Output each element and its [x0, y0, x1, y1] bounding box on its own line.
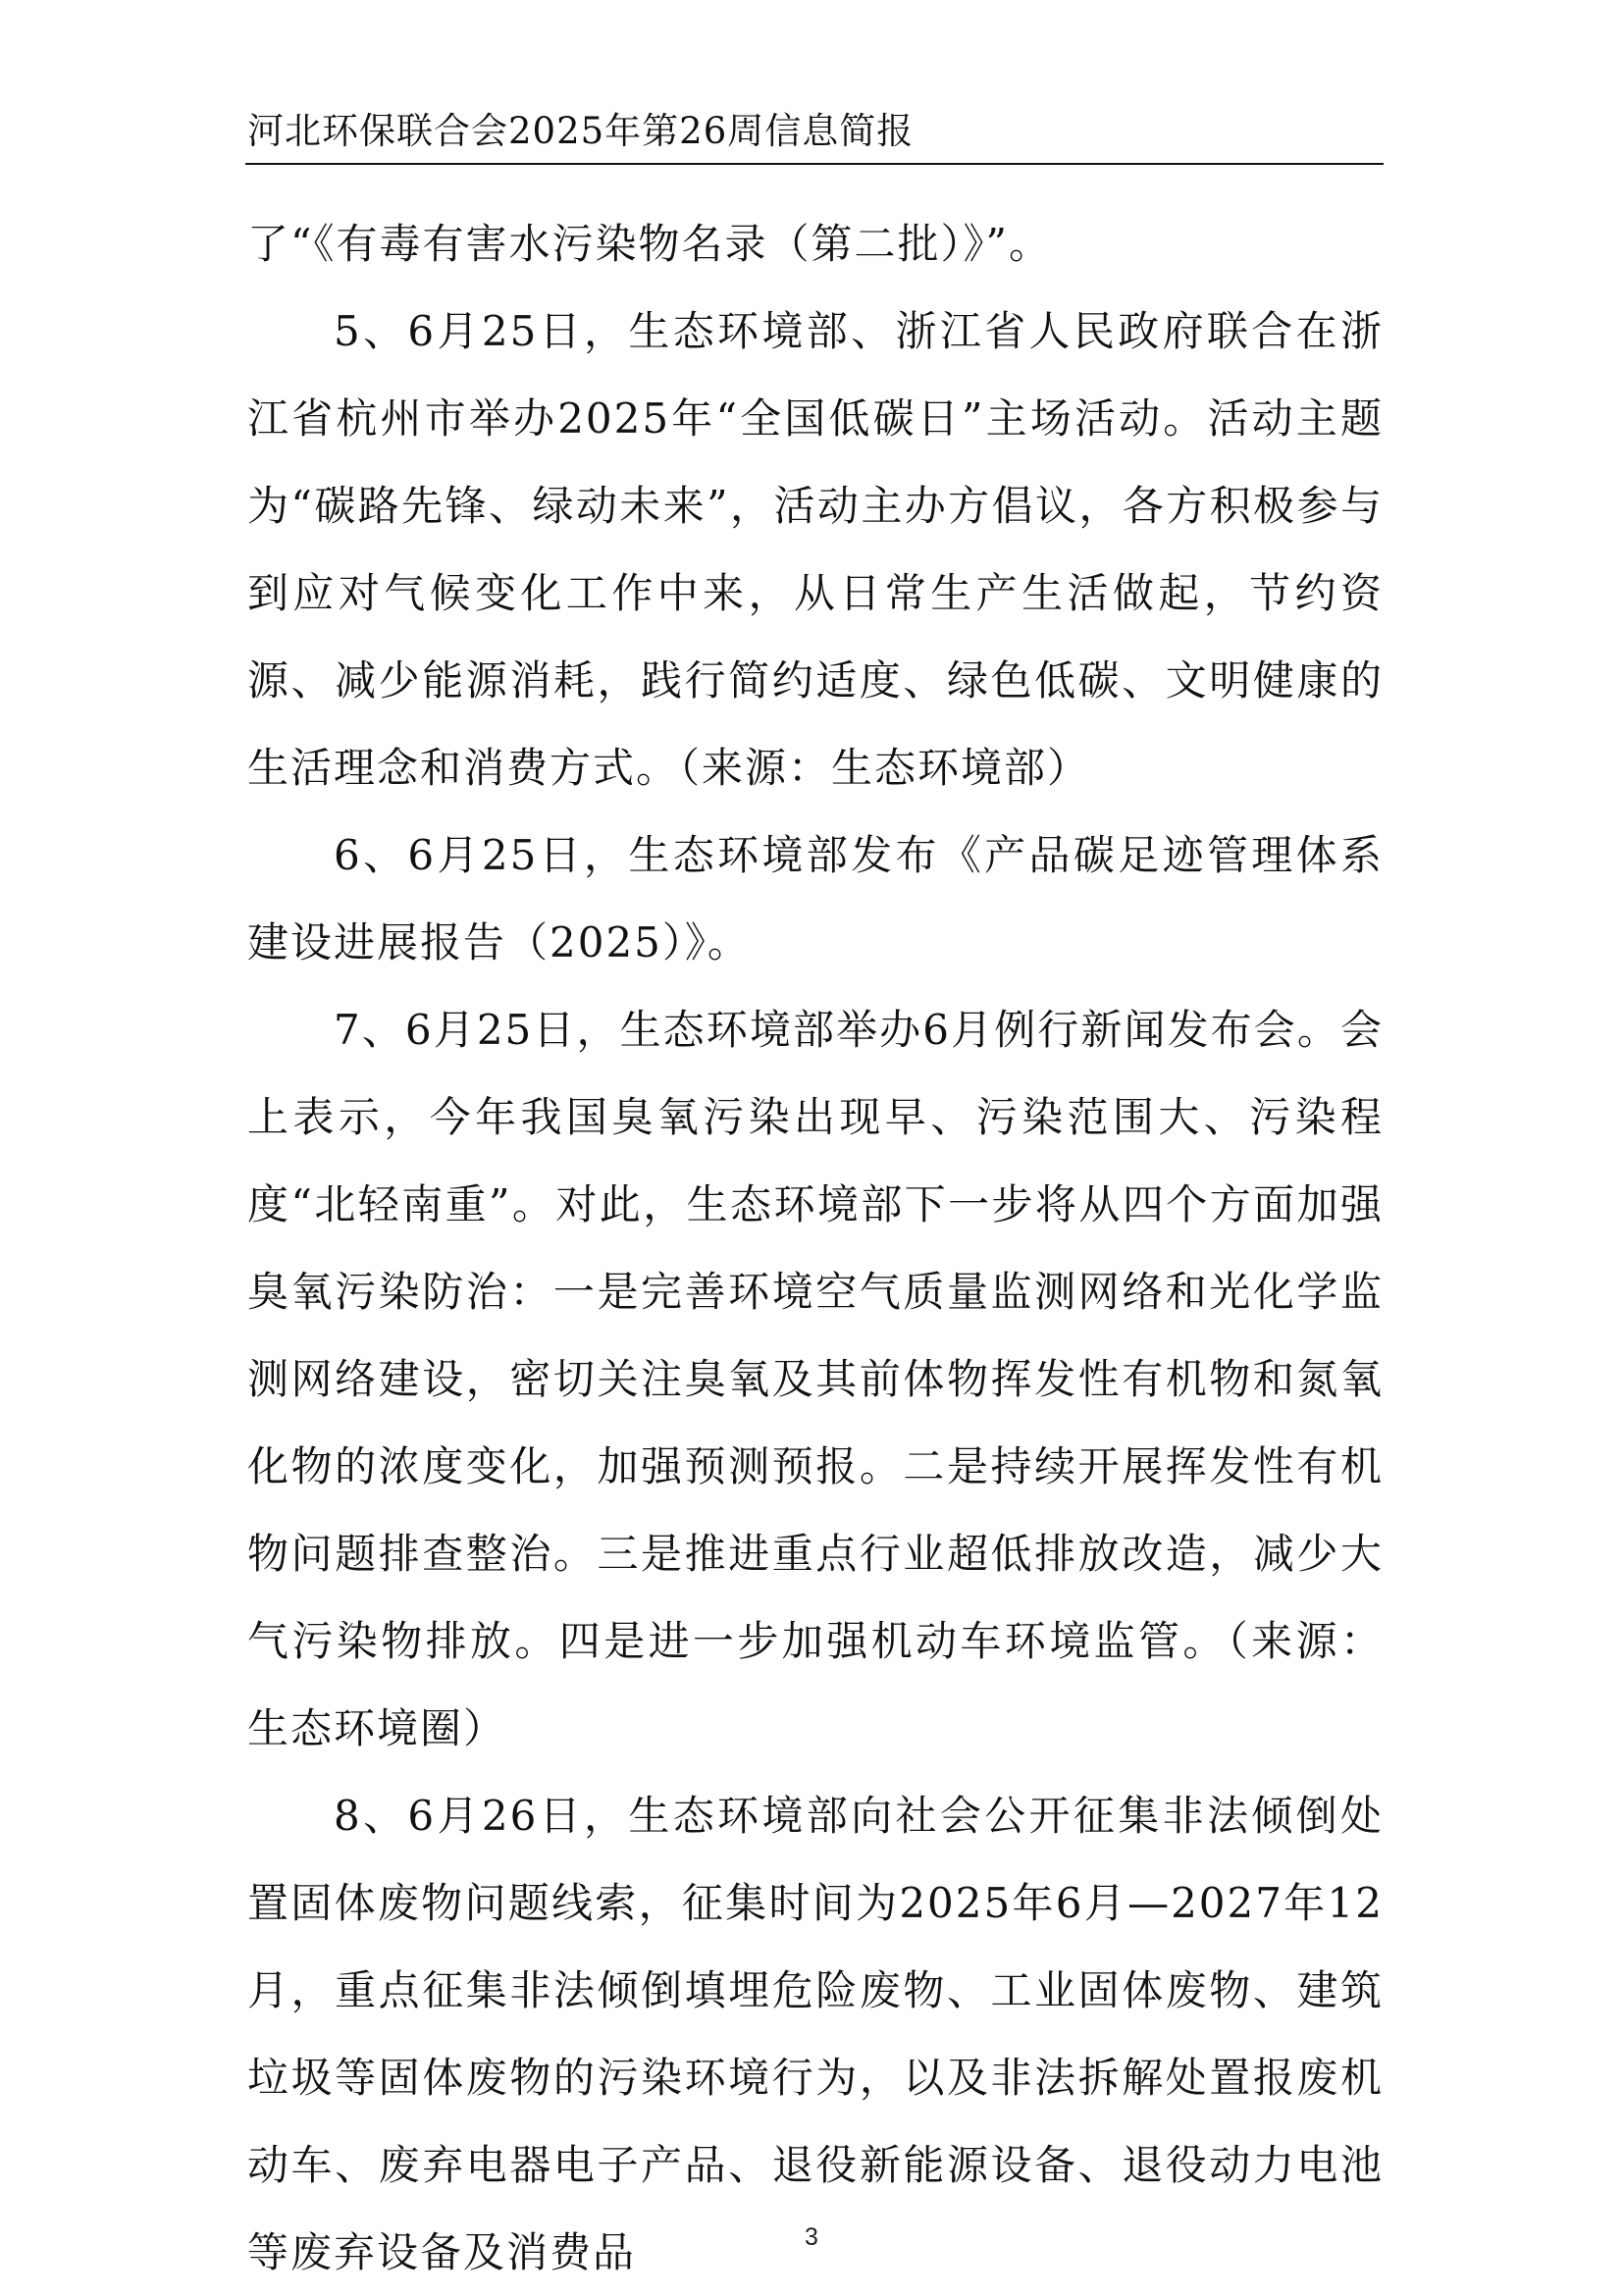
paragraph-item-5: 5、6月25日，生态环境部、浙江省人民政府联合在浙江省杭州市举办2025年“全国低碳日”主场活动。活动主题为“碳路先锋、绿动未来”，活动主办方倡议，各方积极参与到应对气候变化工作中来，从日常生产生活做起，节约资源、减少能源消耗，践行简约适度、绿色低碳、文明健康的生活理念和消费方式。（来源：生态环境部）	[247, 307, 1384, 792]
paragraph-continuation: 了“《有毒有害水污染物名录（第二批）》”。	[247, 220, 1052, 268]
header-divider	[245, 163, 1384, 165]
paragraph-item-7: 7、6月25日，生态环境部举办6月例行新闻发布会。会上表示，今年我国臭氧污染出现早、污染范围大、污染程度“北轻南重”。对此，生态环境部下一步将从四个方面加强臭氧污染防治：一是完善环境空气质量监测网络和光化学监测网络建设，密切关注臭氧及其前体物挥发性有机物和氮氧化物的浓度变化，加强预测预报。二是持续开展挥发性有机物问题排查整治。三是推进重点行业超低排放改造，减少大气污染物排放。四是进一步加强机动车环境监管。（来源：生态环境圈）	[247, 1006, 1384, 1752]
document-body	[247, 200, 1384, 2296]
page-number: 3	[805, 2223, 818, 2251]
running-header: 河北环保联合会2025年第26周信息简报	[247, 110, 915, 152]
paragraph-item-8: 8、6月26日，生态环境部向社会公开征集非法倾倒处置固体废物问题线索，征集时间为2025年6月—2027年12月，重点征集非法倾倒填埋危险废物、工业固体废物、建筑垃圾等固体废物的污染环境行为，以及非法拆解处置报废机动车、废弃电器电子产品、退役新能源设备、退役动力电池等废弃设备及消费品	[247, 1792, 1384, 2276]
paragraph-item-6: 6、6月25日，生态环境部发布《产品碳足迹管理体系建设进展报告（2025）》。	[247, 831, 1384, 966]
